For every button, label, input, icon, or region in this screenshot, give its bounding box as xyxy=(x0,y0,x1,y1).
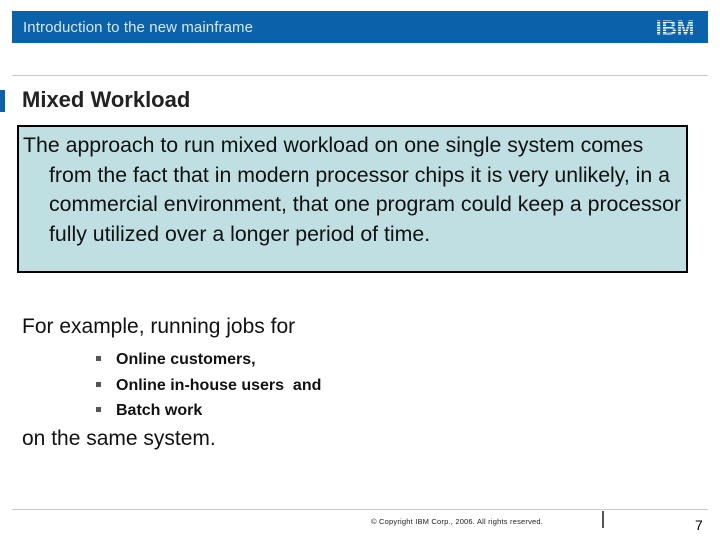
footer-divider xyxy=(602,511,604,528)
list-item-text: Batch work xyxy=(116,402,203,419)
header-bar xyxy=(12,11,708,43)
square-bullet-icon xyxy=(96,407,101,412)
closing-text: on the same system. xyxy=(22,427,216,450)
bottom-divider xyxy=(12,509,708,510)
square-bullet-icon xyxy=(96,356,101,361)
svg-text:IBM: IBM xyxy=(655,17,695,37)
presentation-title: Introduction to the new mainframe xyxy=(23,19,254,36)
list-item xyxy=(96,347,321,373)
ibm-logo xyxy=(652,17,698,37)
callout-box xyxy=(17,125,688,273)
page-number: 7 xyxy=(695,517,703,533)
slide-title: Mixed Workload xyxy=(22,87,191,112)
list-item xyxy=(96,373,321,399)
square-bullet-icon xyxy=(96,382,101,387)
callout-text: The approach to run mixed workload on one single system comes from the fact that in modern processor chips it is very unlikely, in a commercial environment, that one program could keep a processor fully utilized over a longer period of time. xyxy=(23,133,682,246)
list-item-text: Online customers, xyxy=(116,351,256,368)
bullet-list xyxy=(96,347,321,424)
top-divider xyxy=(12,75,708,76)
list-item-text: Online in-house users and xyxy=(116,376,322,394)
copyright-text: © Copyright IBM Corp., 2006. All rights reserved. xyxy=(371,517,544,526)
list-item xyxy=(96,398,321,424)
lead-text: For example, running jobs for xyxy=(22,315,296,338)
title-marker xyxy=(0,90,5,112)
